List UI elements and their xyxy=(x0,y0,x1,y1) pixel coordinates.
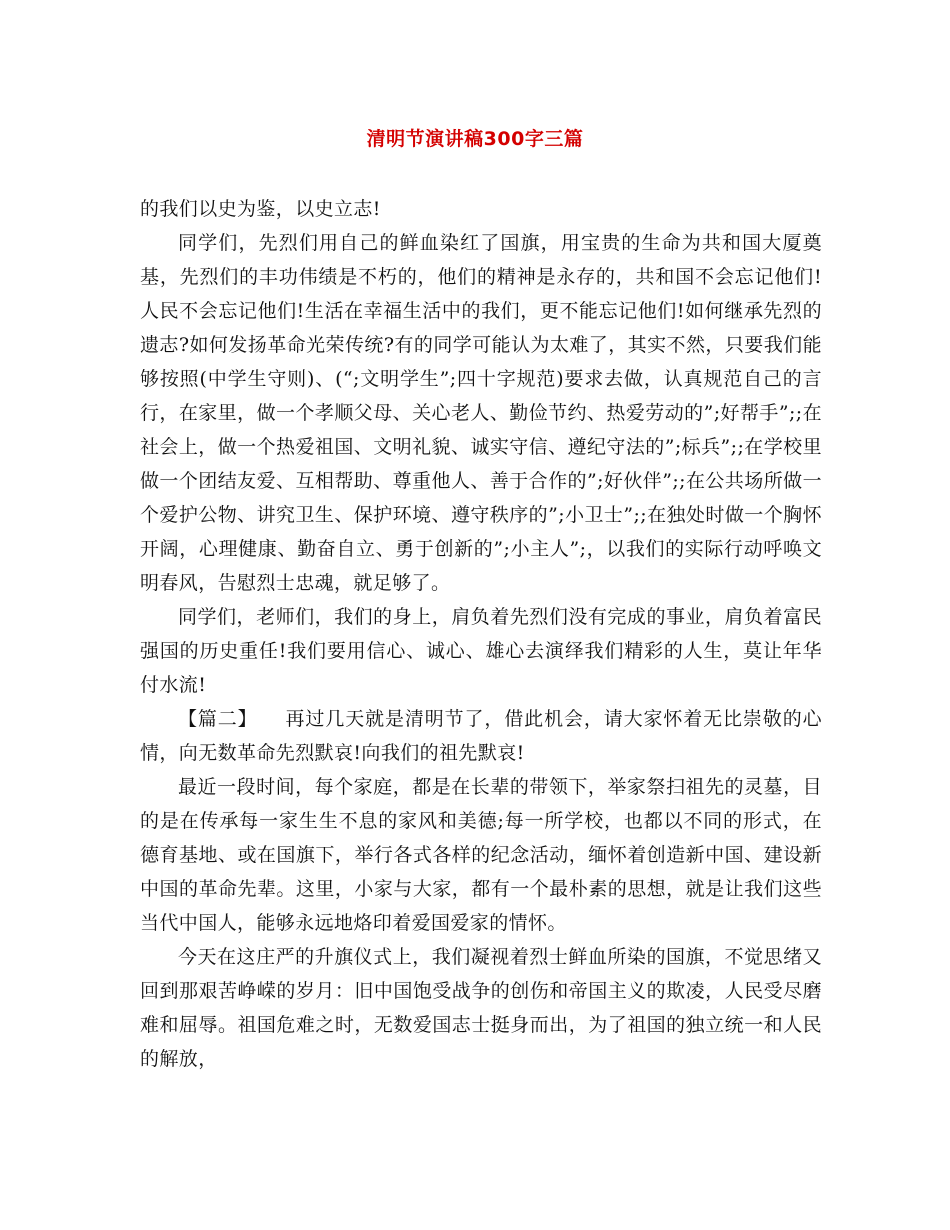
paragraph-4-text: 再过几天就是清明节了，借此机会，请大家怀着无比崇敬的心情，向无数革命先烈默哀!向我们的祖先默哀! xyxy=(140,708,822,764)
section-label: 【篇二】 xyxy=(178,708,258,730)
document-body xyxy=(140,192,822,1076)
document-title: 清明节演讲稿300字三篇 xyxy=(366,128,584,150)
paragraph-3: 同学们，老师们，我们的身上，肩负着先烈们没有完成的事业，肩负着富民强国的历史重任!我们要用信心、诚心、雄心去演绎我们精彩的人生，莫让年华付水流! xyxy=(140,606,822,696)
paragraph-6: 今天在这庄严的升旗仪式上，我们凝视着烈士鲜血所染的国旗，不觉思绪又回到那艰苦峥嵘的岁月：旧中国饱受战争的创伤和帝国主义的欺凌，人民受尽磨难和屈辱。祖国危难之时，无数爱国志士挺身而出，为了祖国的独立统一和人民的解放， xyxy=(140,946,822,1070)
paragraph-5: 最近一段时间，每个家庭，都是在长辈的带领下，举家祭扫祖先的灵墓，目的是在传承每一家生生不息的家风和美德;每一所学校，也都以不同的形式，在德育基地、或在国旗下，举行各式各样的纪念活动，缅怀着创造新中国、建设新中国的革命先辈。这里，小家与大家，都有一个最朴素的思想，就是让我们这些当代中国人，能够永远地烙印着爱国爱家的情怀。 xyxy=(140,776,822,934)
paragraph-4 xyxy=(140,702,822,770)
paragraph-2: 同学们，先烈们用自己的鲜血染红了国旗，用宝贵的生命为共和国大厦奠基，先烈们的丰功伟绩是不朽的，他们的精神是永存的，共和国不会忘记他们!人民不会忘记他们!生活在幸福生活中的我们，更不能忘记他们!如何继承先烈的遗志?如何发扬革命光荣传统?有的同学可能认为太难了，其实不然，只要我们能够按照(中学生守则)、(“;文明学生”;四十字规范)要求去做，认真规范自己的言行，在家里，做一个孝顺父母、关心老人、勤俭节约、热爱劳动的”;好帮手”;;在社会上，做一个热爱祖国、文明礼貌、诚实守信、遵纪守法的”;标兵”;;在学校里做一个团结友爱、互相帮助、尊重他人、善于合作的”;好伙伴”;;在公共场所做一个爱护公物、讲究卫生、保护环境、遵守秩序的”;小卫士”;;在独处时做一个胸怀开阔，心理健康、勤奋自立、勇于创新的”;小主人”;，以我们的实际行动呼唤文明春风，告慰烈士忠魂，就足够了。 xyxy=(140,232,822,594)
paragraph-1: 的我们以史为鉴，以史立志! xyxy=(140,198,381,220)
